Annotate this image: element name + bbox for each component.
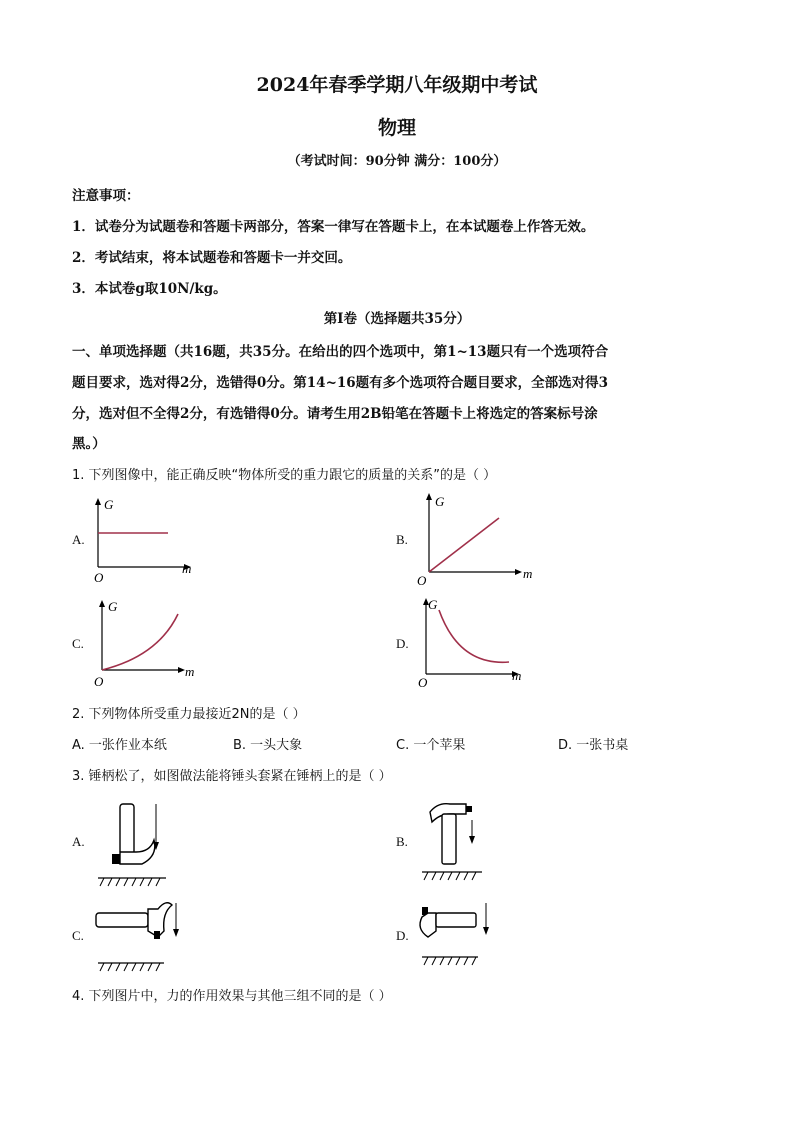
q1b-curve	[429, 518, 499, 572]
q1a-x-label: m	[182, 561, 192, 576]
exam-time-info: （考试时间：90分钟 满分：100分）	[287, 154, 507, 169]
q1b-origin-label: O	[417, 573, 427, 588]
q3-option-b-label: B.	[396, 834, 408, 849]
q3-option-a-label: A.	[72, 834, 85, 849]
q1-option-d-label: D.	[396, 636, 409, 651]
section-instruction-line-3: 分，选对但不全得2分，有选错得0分。请考生用2B铅笔在答题卡上将选定的答案标号涂	[72, 406, 598, 422]
question-1-stem: 1. 下列图像中，能正确反映“物体所受的重力跟它的质量的关系”的是（ ）	[72, 468, 497, 483]
q3c-force-arrow	[173, 929, 179, 937]
section-instruction-line-4: 黑。）	[72, 436, 106, 452]
q1-option-c-label: C.	[72, 636, 84, 651]
q1b-x-label: m	[523, 566, 533, 581]
q1a-origin-label: O	[94, 570, 104, 585]
q3-figure-b	[416, 798, 501, 888]
q1b-y-label: G	[435, 494, 445, 509]
section-title: 第Ⅰ卷（选择题共35分）	[323, 311, 471, 327]
q1a-y-label: G	[104, 497, 114, 512]
q3-figure-d	[414, 893, 509, 973]
q1-graph-b	[415, 490, 545, 590]
q1c-x-label: m	[185, 664, 195, 679]
q2-option-a: A. 一张作业本纸	[72, 738, 167, 753]
q1d-y-label: G	[428, 597, 438, 612]
notice-item-1: 1．试卷分为试题卷和答题卡两部分，答案一律写在答题卡上，在本试题卷上作答无效。	[72, 219, 595, 235]
q1d-curve	[439, 610, 509, 662]
question-2-stem: 2. 下列物体所受重力最接近2N的是（ ）	[72, 707, 306, 722]
notice-item-3: 3．本试卷g取10N/kg。	[72, 281, 227, 297]
q2-option-c: C. 一个苹果	[396, 738, 466, 753]
q1d-x-label: m	[512, 668, 522, 683]
q3d-force-arrow	[483, 927, 489, 935]
q1c-curve	[102, 614, 178, 670]
q1c-y-label: G	[108, 599, 118, 614]
q1-graph-d	[414, 594, 544, 694]
q1d-origin-label: O	[418, 675, 428, 690]
q1-option-a-label: A.	[72, 532, 85, 547]
notice-item-2: 2．考试结束，将本试题卷和答题卡一并交回。	[72, 250, 352, 266]
section-instruction-line-1: 一、单项选择题（共16题，共35分。在给出的四个选项中，第1~13题只有一个选项符合	[72, 344, 609, 360]
q2-option-d: D. 一张书桌	[558, 738, 629, 753]
q2-option-b: B. 一头大象	[233, 738, 303, 753]
q1-graph-a	[88, 495, 208, 585]
q3b-force-arrow	[469, 836, 475, 844]
q1-option-b-label: B.	[396, 532, 408, 547]
exam-title: 2024年春季学期八年级期中考试	[256, 74, 538, 96]
q1-graph-c	[88, 596, 208, 691]
question-3-stem: 3. 锤柄松了，如图做法能将锤头套紧在锤柄上的是（ ）	[72, 769, 392, 784]
subject-title: 物理	[377, 117, 416, 139]
notice-heading: 注意事项：	[72, 188, 140, 204]
q3-figure-c	[92, 893, 187, 973]
q1c-origin-label: O	[94, 674, 104, 689]
q3-option-c-label: C.	[72, 928, 84, 943]
section-instruction-line-2: 题目要求，选对得2分，选错得0分。第14~16题有多个选项符合题目要求，全部选对得3	[72, 375, 609, 391]
q3-option-d-label: D.	[396, 928, 409, 943]
q3-figure-a	[92, 798, 177, 888]
question-4-stem: 4. 下列图片中，力的作用效果与其他三组不同的是（ ）	[72, 989, 392, 1004]
